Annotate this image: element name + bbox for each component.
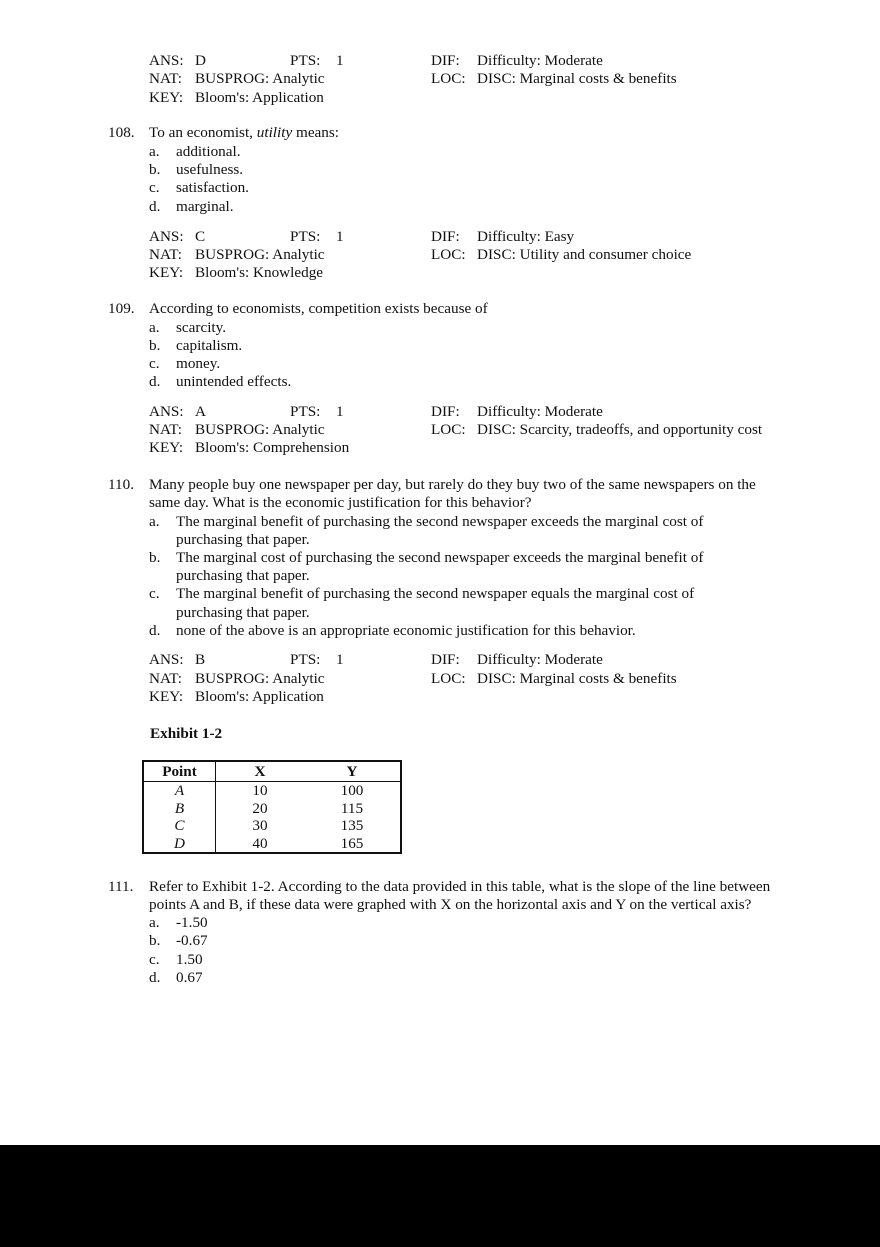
option-text: scarcity. [176, 319, 227, 336]
table-row [143, 817, 401, 835]
dif-value: Difficulty: Moderate [477, 52, 603, 69]
nat-value: BUSPROG: Analytic [195, 670, 325, 687]
table-cell: 100 [340, 782, 364, 799]
table-cell: C [143, 817, 216, 835]
key-value: Bloom's: Application [195, 89, 324, 106]
pts-label: PTS: [290, 228, 321, 245]
option-letter: b. [149, 337, 161, 354]
table-cell: 10 [252, 782, 268, 799]
nat-label: NAT: [149, 246, 182, 263]
option-text: 1.50 [176, 951, 203, 968]
key-label: KEY: [149, 264, 184, 281]
question-stem: According to economists, competition exists because of [149, 300, 488, 317]
table-cell: 30 [252, 817, 268, 834]
ans-label: ANS: [149, 651, 184, 668]
option-text: The marginal cost of purchasing the second newspaper exceeds the marginal benefit of [176, 549, 704, 566]
question-number: 110. [108, 476, 135, 493]
option-letter: b. [149, 161, 161, 178]
table-cell: 40 [252, 834, 268, 852]
table-header-row [143, 761, 401, 782]
table-cell: 135 [340, 817, 364, 834]
option-letter: a. [149, 914, 160, 931]
exhibit-table [142, 760, 402, 854]
option-letter: d. [149, 969, 161, 986]
option-text: unintended effects. [176, 373, 292, 390]
question-number: 108. [108, 124, 135, 141]
option-text: purchasing that paper. [176, 567, 310, 584]
exhibit-title: Exhibit 1-2 [150, 725, 223, 742]
column-header: X [216, 761, 305, 782]
pts-label: PTS: [290, 651, 321, 668]
key-label: KEY: [149, 688, 184, 705]
nat-value: BUSPROG: Analytic [195, 421, 325, 438]
pts-value: 1 [336, 651, 344, 668]
table-cell: 165 [340, 834, 364, 852]
dif-label: DIF: [431, 651, 460, 668]
loc-label: LOC: [431, 246, 466, 263]
option-letter: c. [149, 355, 160, 372]
column-header: Point [143, 761, 216, 782]
table-row [143, 835, 401, 854]
table-row [143, 800, 401, 818]
table-cell: 20 [252, 799, 268, 817]
question-number: 109. [108, 300, 135, 317]
ans-value: D [195, 52, 206, 69]
option-letter: b. [149, 549, 161, 566]
option-text: capitalism. [176, 337, 243, 354]
option-text: additional. [176, 143, 241, 160]
loc-value: DISC: Utility and consumer choice [477, 246, 692, 263]
nat-label: NAT: [149, 70, 182, 87]
dif-label: DIF: [431, 52, 460, 69]
option-text: marginal. [176, 198, 234, 215]
ans-label: ANS: [149, 228, 184, 245]
option-text: The marginal benefit of purchasing the second newspaper equals the marginal cost of [176, 585, 695, 602]
question-stem-line: points A and B, if these data were graphed with X on the horizontal axis and Y on the vertical axis? [149, 896, 752, 913]
nat-value: BUSPROG: Analytic [195, 70, 325, 87]
option-letter: c. [149, 585, 160, 602]
dif-label: DIF: [431, 228, 460, 245]
table-cell: B [143, 800, 216, 818]
dif-value: Difficulty: Moderate [477, 651, 603, 668]
stem-emphasis: utility [256, 124, 293, 141]
ans-value: C [195, 228, 206, 245]
loc-label: LOC: [431, 70, 466, 87]
dif-label: DIF: [431, 403, 460, 420]
question-stem-line: Refer to Exhibit 1-2. According to the data provided in this table, what is the slope of the line between [149, 878, 771, 895]
loc-value: DISC: Marginal costs & benefits [477, 70, 677, 87]
question-stem-line: same day. What is the economic justification for this behavior? [149, 494, 532, 511]
option-text: purchasing that paper. [176, 531, 310, 548]
option-text: usefulness. [176, 161, 244, 178]
option-text: -0.67 [176, 932, 208, 949]
option-letter: b. [149, 932, 161, 949]
table-row [143, 782, 401, 800]
option-letter: a. [149, 513, 160, 530]
pts-label: PTS: [290, 403, 321, 420]
stem-text: To an economist, [149, 124, 257, 141]
stem-text: means: [292, 124, 340, 141]
option-text: purchasing that paper. [176, 604, 310, 621]
option-letter: a. [149, 319, 160, 336]
column-header: Y [304, 761, 401, 782]
option-text: none of the above is an appropriate economic justification for this behavior. [176, 622, 636, 639]
loc-value: DISC: Scarcity, tradeoffs, and opportunity cost [477, 421, 763, 438]
key-label: KEY: [149, 439, 184, 456]
option-text: The marginal benefit of purchasing the second newspaper exceeds the marginal cost of [176, 513, 704, 530]
option-text: 0.67 [176, 969, 203, 986]
pts-value: 1 [336, 228, 344, 245]
loc-label: LOC: [431, 670, 466, 687]
option-letter: d. [149, 198, 161, 215]
pts-label: PTS: [290, 52, 321, 69]
key-label: KEY: [149, 89, 184, 106]
question-stem [149, 124, 339, 142]
pts-value: 1 [336, 403, 344, 420]
option-letter: d. [149, 373, 161, 390]
table-cell: A [143, 782, 216, 800]
ans-label: ANS: [149, 403, 184, 420]
option-letter: c. [149, 951, 160, 968]
nat-value: BUSPROG: Analytic [195, 246, 325, 263]
option-text: -1.50 [176, 914, 208, 931]
option-letter: d. [149, 622, 161, 639]
key-value: Bloom's: Application [195, 688, 324, 705]
ans-value: B [195, 651, 206, 668]
question-number: 111. [108, 878, 134, 895]
table-cell: 115 [340, 799, 364, 817]
key-value: Bloom's: Comprehension [195, 439, 350, 456]
option-letter: a. [149, 143, 160, 160]
ans-label: ANS: [149, 52, 184, 69]
key-value: Bloom's: Knowledge [195, 264, 324, 281]
black-footer-band [0, 1145, 880, 1247]
table-cell: D [143, 835, 216, 854]
ans-value: A [195, 403, 206, 420]
dif-value: Difficulty: Moderate [477, 403, 603, 420]
loc-label: LOC: [431, 421, 466, 438]
loc-value: DISC: Marginal costs & benefits [477, 670, 677, 687]
question-stem-line: Many people buy one newspaper per day, but rarely do they buy two of the same newspapers on the [149, 476, 756, 493]
option-letter: c. [149, 179, 160, 196]
option-text: money. [176, 355, 221, 372]
option-text: satisfaction. [176, 179, 249, 196]
nat-label: NAT: [149, 670, 182, 687]
nat-label: NAT: [149, 421, 182, 438]
pts-value: 1 [336, 52, 344, 69]
dif-value: Difficulty: Easy [477, 228, 575, 245]
